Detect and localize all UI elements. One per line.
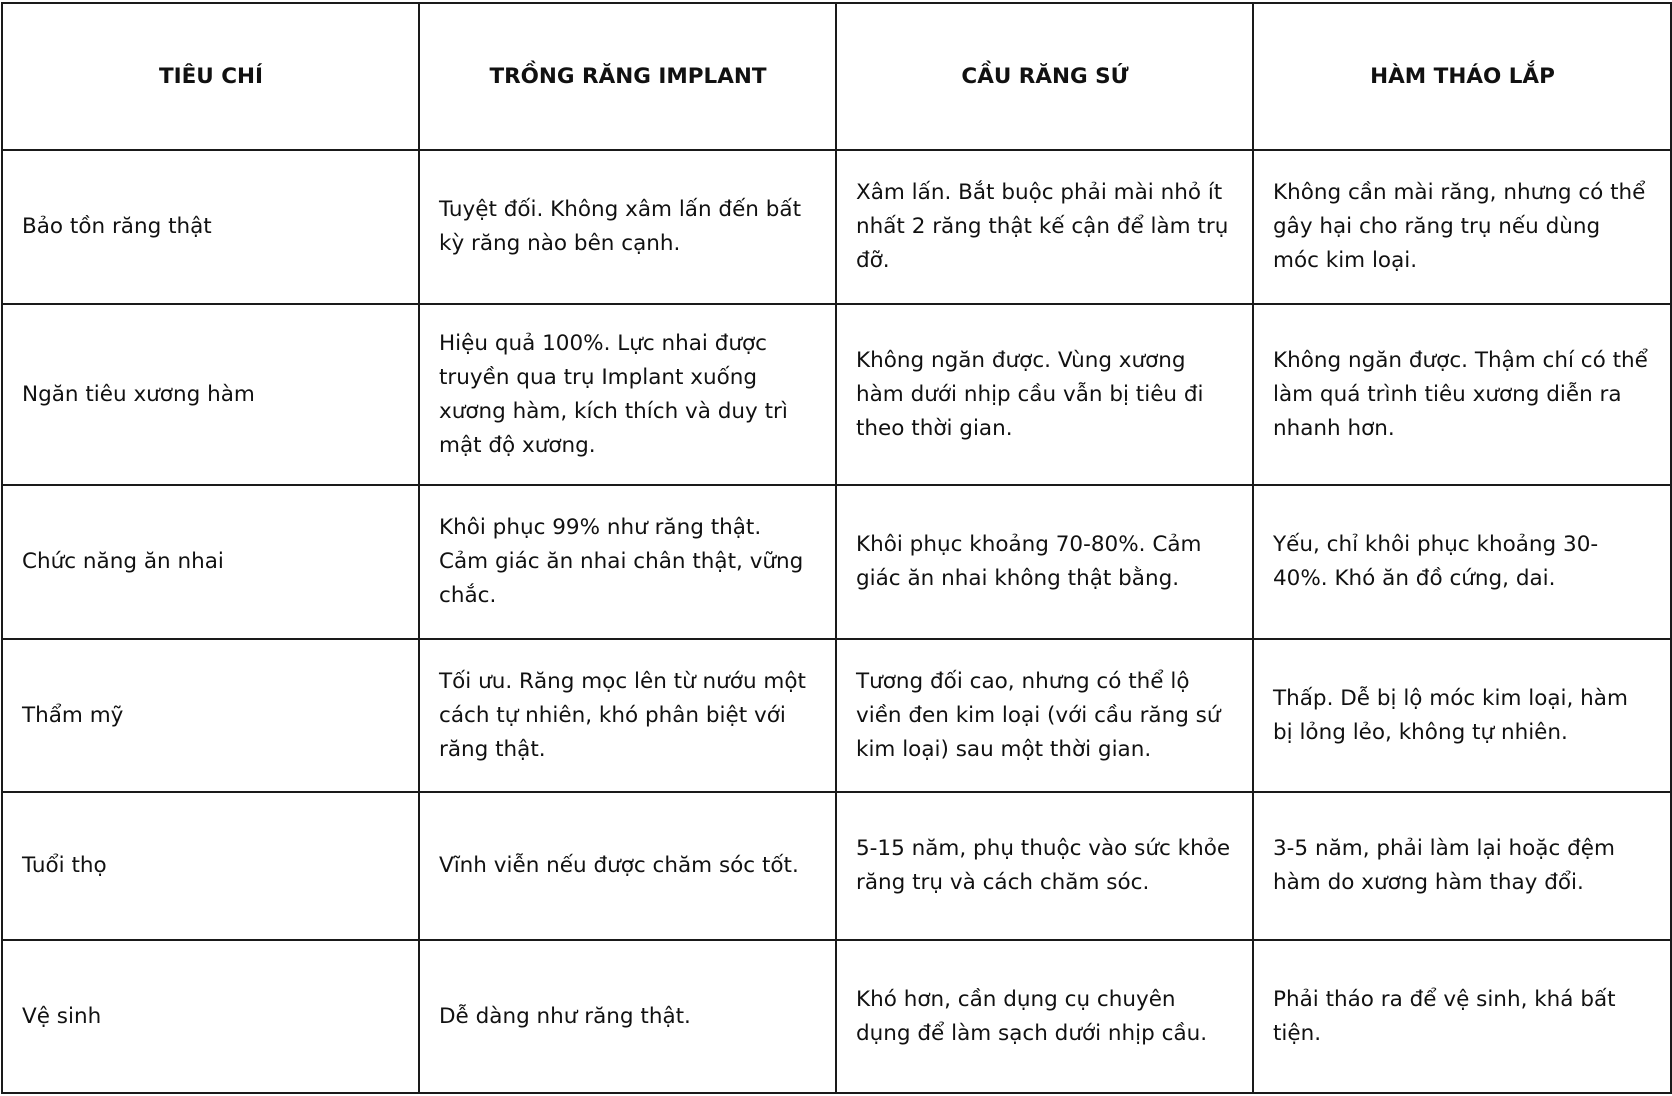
cell-implant: Hiệu quả 100%. Lực nhai được truyền qua trụ Implant xuống xương hàm, kích thích và duy trì mật độ xương. bbox=[419, 304, 836, 485]
header-criterion: TIÊU CHÍ bbox=[2, 3, 419, 150]
comparison-table bbox=[1, 2, 1672, 1094]
cell-criterion: Ngăn tiêu xương hàm bbox=[2, 304, 419, 485]
cell-implant: Tuyệt đối. Không xâm lấn đến bất kỳ răng nào bên cạnh. bbox=[419, 150, 836, 304]
cell-bridge: Khó hơn, cần dụng cụ chuyên dụng để làm sạch dưới nhịp cầu. bbox=[836, 940, 1253, 1093]
cell-bridge: Khôi phục khoảng 70-80%. Cảm giác ăn nhai không thật bằng. bbox=[836, 485, 1253, 639]
cell-bridge: Không ngăn được. Vùng xương hàm dưới nhịp cầu vẫn bị tiêu đi theo thời gian. bbox=[836, 304, 1253, 485]
header-implant: TRỒNG RĂNG IMPLANT bbox=[419, 3, 836, 150]
cell-denture: Phải tháo ra để vệ sinh, khá bất tiện. bbox=[1253, 940, 1671, 1093]
cell-implant: Vĩnh viễn nếu được chăm sóc tốt. bbox=[419, 792, 836, 940]
cell-bridge: Tương đối cao, nhưng có thể lộ viền đen kim loại (với cầu răng sứ kim loại) sau một thời gian. bbox=[836, 639, 1253, 792]
table-row bbox=[2, 150, 1671, 304]
table-row bbox=[2, 792, 1671, 940]
cell-criterion: Bảo tồn răng thật bbox=[2, 150, 419, 304]
header-row bbox=[2, 3, 1671, 150]
cell-criterion: Chức năng ăn nhai bbox=[2, 485, 419, 639]
cell-implant: Tối ưu. Răng mọc lên từ nướu một cách tự nhiên, khó phân biệt với răng thật. bbox=[419, 639, 836, 792]
cell-implant: Khôi phục 99% như răng thật. Cảm giác ăn nhai chân thật, vững chắc. bbox=[419, 485, 836, 639]
header-denture: HÀM THÁO LẮP bbox=[1253, 3, 1671, 150]
cell-denture: 3-5 năm, phải làm lại hoặc đệm hàm do xương hàm thay đổi. bbox=[1253, 792, 1671, 940]
comparison-table-container bbox=[1, 2, 1672, 1094]
table-row bbox=[2, 940, 1671, 1093]
cell-bridge: Xâm lấn. Bắt buộc phải mài nhỏ ít nhất 2 răng thật kế cận để làm trụ đỡ. bbox=[836, 150, 1253, 304]
cell-denture: Không cần mài răng, nhưng có thể gây hại cho răng trụ nếu dùng móc kim loại. bbox=[1253, 150, 1671, 304]
cell-criterion: Vệ sinh bbox=[2, 940, 419, 1093]
table-row bbox=[2, 485, 1671, 639]
cell-criterion: Thẩm mỹ bbox=[2, 639, 419, 792]
table-row bbox=[2, 304, 1671, 485]
cell-denture: Yếu, chỉ khôi phục khoảng 30-40%. Khó ăn đồ cứng, dai. bbox=[1253, 485, 1671, 639]
header-bridge: CẦU RĂNG SỨ bbox=[836, 3, 1253, 150]
cell-implant: Dễ dàng như răng thật. bbox=[419, 940, 836, 1093]
cell-bridge: 5-15 năm, phụ thuộc vào sức khỏe răng trụ và cách chăm sóc. bbox=[836, 792, 1253, 940]
cell-denture: Thấp. Dễ bị lộ móc kim loại, hàm bị lỏng lẻo, không tự nhiên. bbox=[1253, 639, 1671, 792]
cell-criterion: Tuổi thọ bbox=[2, 792, 419, 940]
table-row bbox=[2, 639, 1671, 792]
cell-denture: Không ngăn được. Thậm chí có thể làm quá trình tiêu xương diễn ra nhanh hơn. bbox=[1253, 304, 1671, 485]
